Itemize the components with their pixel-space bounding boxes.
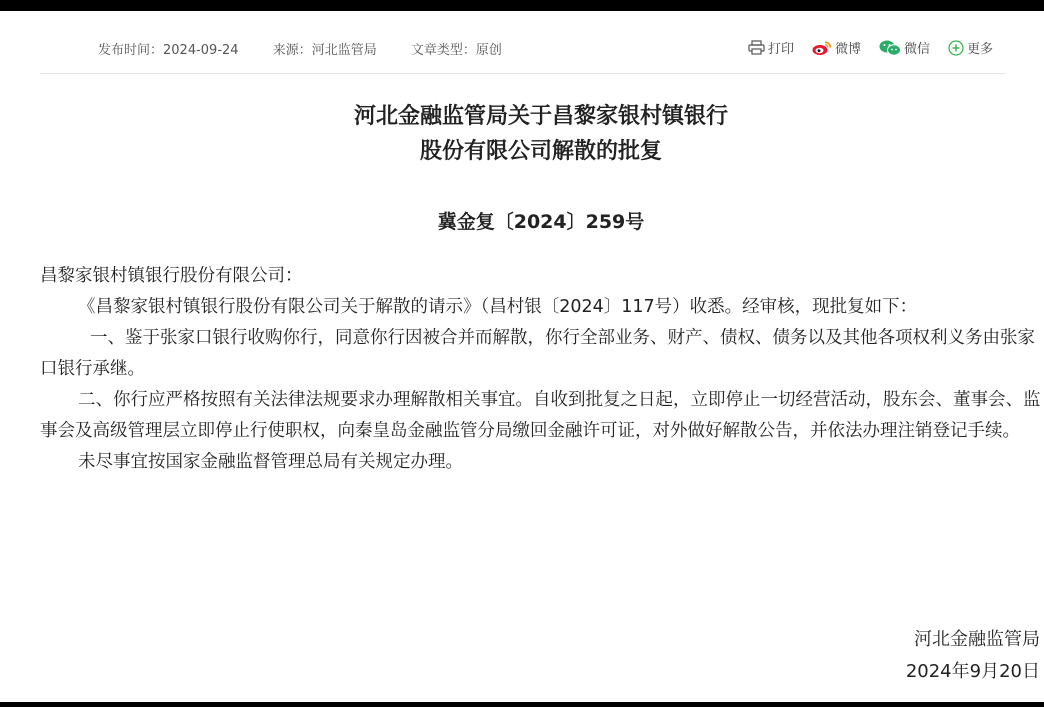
article-source: 来源：河北监管局 xyxy=(272,43,377,58)
wechat-icon xyxy=(879,40,901,56)
weibo-label: 微博 xyxy=(834,42,861,57)
article-meta xyxy=(98,39,532,58)
signature-block xyxy=(906,624,1040,688)
top-black-bar xyxy=(0,0,1044,11)
weibo-icon xyxy=(812,40,832,56)
header-divider xyxy=(40,73,1005,74)
wechat-share-button[interactable] xyxy=(879,38,930,57)
paragraph-1: 《昌黎家银村镇银行股份有限公司关于解散的请示》（昌村银〔2024〕117号）收悉。经审核，现批复如下： xyxy=(78,297,918,317)
signer: 河北金融监管局 xyxy=(914,629,1040,650)
more-label: 更多 xyxy=(966,42,993,57)
print-button[interactable] xyxy=(748,38,794,57)
signature-date: 2024年9月20日 xyxy=(905,661,1040,682)
weibo-share-button[interactable] xyxy=(812,38,861,57)
print-label: 打印 xyxy=(767,42,794,57)
paragraph-4: 未尽事宜按国家金融监督管理总局有关规定办理。 xyxy=(78,452,463,472)
plus-circle-icon xyxy=(948,40,964,56)
document-title xyxy=(0,99,1044,169)
article-type: 文章类型：原创 xyxy=(410,43,502,58)
article-meta-row xyxy=(40,36,1005,60)
addressee: 昌黎家银村镇银行股份有限公司： xyxy=(40,266,303,286)
share-toolbar xyxy=(730,38,993,57)
wechat-label: 微信 xyxy=(903,42,930,57)
bottom-black-bar xyxy=(0,702,1044,707)
paragraph-2: 一、鉴于张家口银行收购你行，同意你行因被合并而解散，你行全部业务、财产、债权、债务以及其他各项权利义务由张家口银行承继。 xyxy=(40,328,1035,379)
publish-time: 发布时间：2024-09-24 xyxy=(98,43,239,58)
title-line-1: 河北金融监管局关于昌黎家银村镇银行 xyxy=(353,104,728,129)
paragraph-3: 二、你行应严格按照有关法律法规要求办理解散相关事宜。自收到批复之日起，立即停止一切经营活动，股东会、董事会、监事会及高级管理层立即停止行使职权，向秦皇岛金融监管分局缴回金融许可证，对外做好解散公告，并依法办理注销登记手续。 xyxy=(40,390,1041,441)
title-line-2: 股份有限公司解散的批复 xyxy=(419,139,662,164)
document-body xyxy=(40,261,1044,478)
printer-icon xyxy=(748,40,765,55)
document-number: 冀金复〔2024〕259号 xyxy=(437,211,645,233)
more-share-button[interactable] xyxy=(948,38,993,57)
